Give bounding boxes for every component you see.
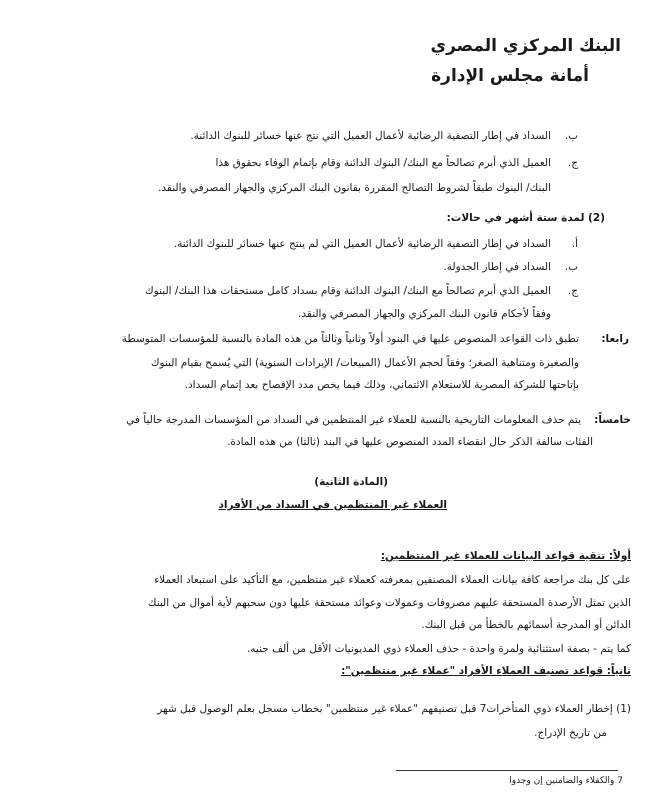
article-title: (المادة الثانية)	[314, 476, 388, 488]
list-item-text: السداد في إطار الجدولة.	[443, 261, 551, 273]
list-marker: ب.	[564, 130, 578, 142]
paragraph-line: كما يتم - بصفة استثنائية ولمرة واحدة - حذف العملاء ذوي المديونيات الأقل من ألف جنيه.	[246, 643, 631, 655]
paragraph-line: يتم حذف المعلومات التاريخية بالنسبة للعملاء غير المنتظمين في السداد من المؤسسات المدرجة حالياً في	[126, 414, 581, 426]
list-item-text: العميل الذي أبرم تصالحاً مع البنك/ البنوك الدائنة وقام بسداد كامل مستحقات هذا البنك/ البنوك	[145, 285, 551, 297]
list-marker: أ.	[571, 238, 578, 250]
list-item-text: وفقاً لأحكام قانون البنك المركزي والجهاز المصرفي والنقد.	[298, 308, 551, 320]
list-item-text: البنك/ البنوك طبقاً لشروط التصالح المقررة بقانون البنك المركزي والجهاز المصرفي والنقد.	[158, 182, 551, 194]
article-subtitle: العملاء غير المنتظمين في السداد من الأفراد	[218, 499, 447, 511]
fourth-label: رابعا:	[601, 333, 629, 345]
list-item-text: السداد في إطار التصفية الرضائية لأعمال العميل التي نتج عنها خسائر للبنوك الدائنة.	[190, 130, 551, 142]
paragraph-line: تطبق ذات القواعد المنصوص عليها في البنود أولاً وثانياً وثالثاً من هذه المادة بالنسبة للمؤسسات المتوسطة	[121, 333, 579, 345]
list-marker: ج.	[567, 157, 578, 169]
list-marker: ب.	[564, 261, 578, 273]
six-months-heading: (2) لمدة ستة أشهر في حالات:	[446, 212, 605, 224]
list-marker: ج.	[567, 285, 578, 297]
paragraph-line: على كل بنك مراجعة كافة بيانات العملاء المصنفين بمعرفته كعملاء غير منتظمين، مع التأكيد على استبعاد العملاء	[154, 574, 631, 586]
paragraph-line: والصغيرة ومتناهية الصغر؛ وفقاً لحجم الأعمال (المبيعات/ الإيرادات السنوية) التي يُسمح بقيام البنوك	[150, 357, 579, 369]
second-heading: ثانياً: قواعد تصنيف العملاء الأفراد "عملاء غير منتظمين":	[341, 665, 631, 677]
fifth-label: خامساً:	[594, 414, 631, 426]
paragraph-line: الفئات سالفة الذكر حال انقضاء المدد المنصوص عليها في البند (ثالثا) من هذه المادة.	[227, 436, 593, 448]
paragraph-line: (1) إخطار العملاء ذوي المتأخرات7 قبل تصنيفهم "عملاء غير منتظمين" بخطاب مسجل بعلم الوصول قبل شهر	[157, 703, 631, 715]
bank-name-header: البنك المركزي المصري	[430, 36, 621, 56]
paragraph-line: الدائن أو المدرجة أسمائهم بالخطأ من قبل البنك.	[421, 619, 631, 631]
list-item-text: العميل الذي أبرم تصالحاً مع البنك/ البنوك الدائنة وقام بإتمام الوفاء بحقوق هذا	[215, 157, 551, 169]
paragraph-line: الذين تمثل الأرصدة المستحقة عليهم مصروفات وعمولات وعوائد مستحقة عليها دون سحبهم لأية أموال من البنك	[147, 597, 631, 609]
secretariat-header: أمانة مجلس الإدارة	[431, 66, 589, 86]
list-item-text: السداد في إطار التصفية الرضائية لأعمال العميل التي لم ينتج عنها خسائر للبنوك الدائنة.	[173, 238, 551, 250]
paragraph-line: من تاريخ الإدراج.	[534, 727, 607, 739]
footnote: 7 والكفلاء والضامنين إن وجدوا	[509, 776, 623, 786]
footnote-separator	[396, 770, 618, 771]
first-heading: أولاً: تنقية قواعد البيانات للعملاء غير المنتظمين:	[380, 550, 631, 562]
paragraph-line: بإتاحتها للشركة المصرية للاستعلام الائتماني، وذلك فيما يخص مدد الإفصاح بعد إتمام السداد.	[184, 379, 579, 391]
